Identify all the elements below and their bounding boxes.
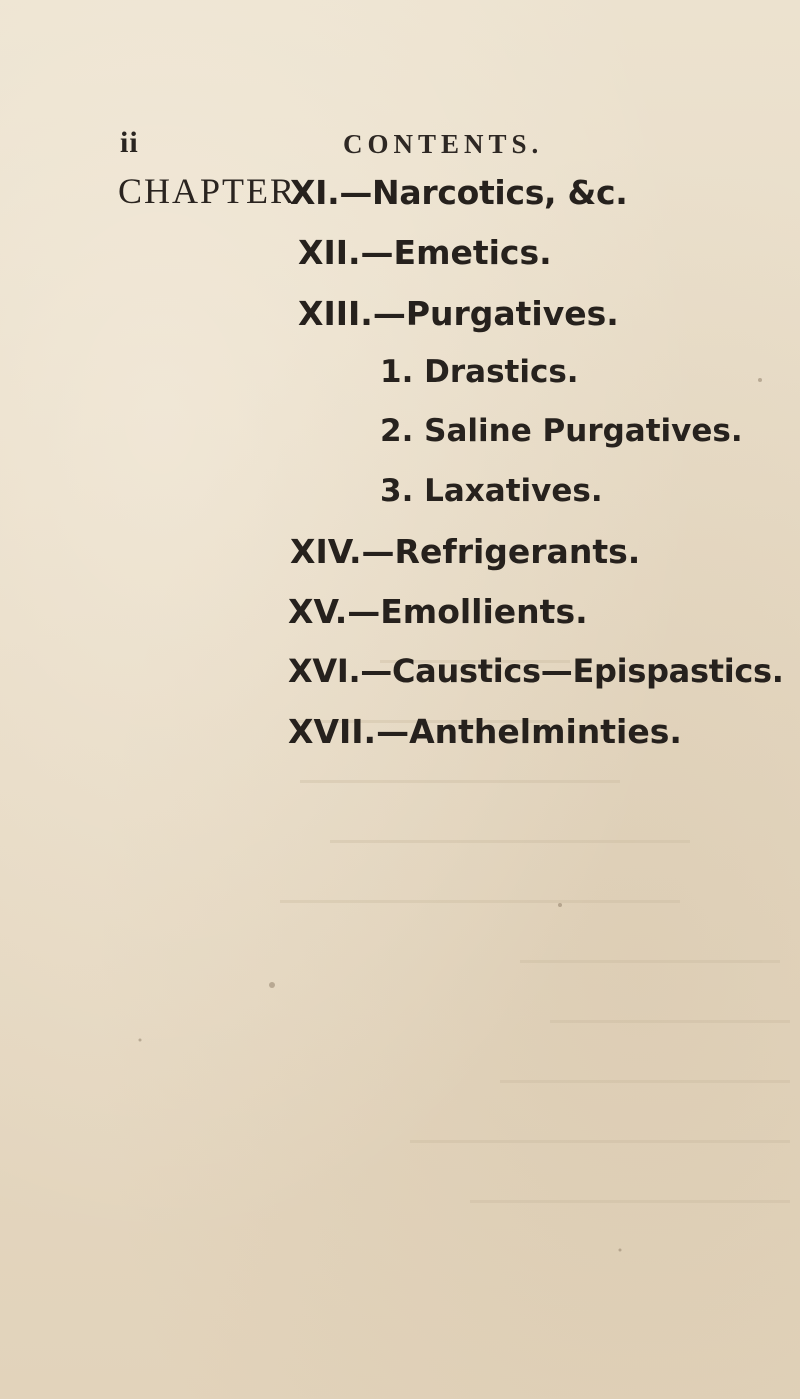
toc-entry-chapter-xiv: XIV.—Refrigerants. [290, 532, 641, 571]
chapter-label: CHAPTER [118, 171, 297, 211]
toc-entry-chapter-xvi: XVI.—Caustics—Epispastics. [288, 652, 784, 690]
toc-entry-chapter-xii: XII.—Emetics. [298, 233, 552, 272]
toc-entry-chapter-xiii: XIII.—Purgatives. [298, 294, 619, 333]
toc-subentry-laxatives: 3. Laxatives. [380, 473, 603, 509]
page-number: ii [120, 126, 139, 159]
toc-subentry-drastics: 1. Drastics. [380, 354, 579, 390]
toc-subentry-saline-purgatives: 2. Saline Purgatives. [380, 413, 743, 449]
running-head: CONTENTS. [343, 129, 544, 159]
toc-entry-chapter-xi: XI.—Narcotics, &c. [290, 173, 628, 212]
toc-entry-chapter-xvii: XVII.—Anthelminties. [288, 712, 682, 751]
toc-entry-chapter-xv: XV.—Emollients. [288, 592, 588, 631]
